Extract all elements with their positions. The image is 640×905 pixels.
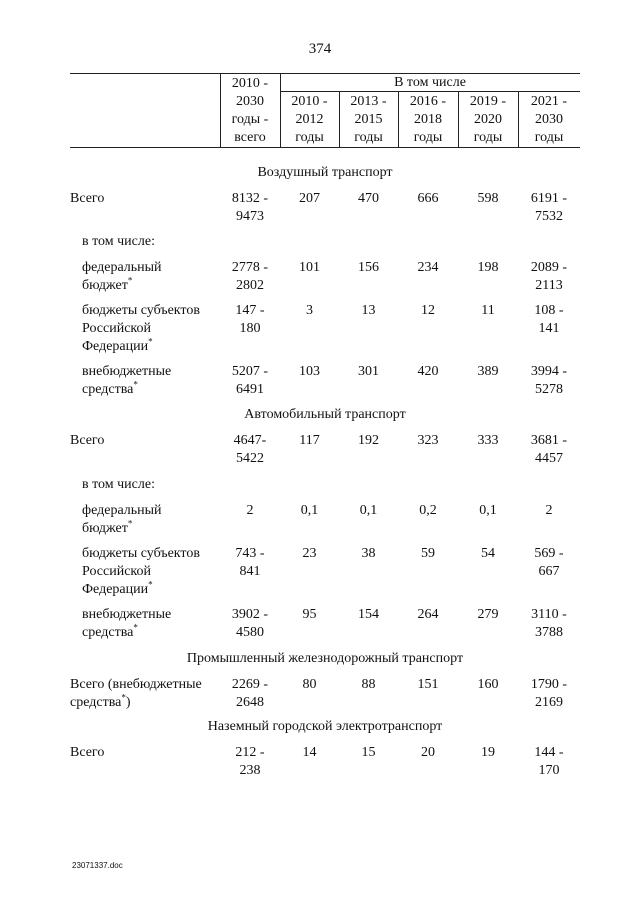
cell-value: 101: [299, 260, 320, 275]
cell-value: 95: [302, 607, 317, 622]
row-label: Всего: [70, 191, 105, 206]
header-period: 2021 - 2030 годы: [530, 94, 568, 145]
cell-total: 8132 - 9473: [231, 191, 269, 224]
cell-total: 2: [246, 503, 254, 518]
footnote-asterisk: *: [127, 275, 133, 286]
cell-value: 103: [299, 364, 320, 379]
footnote-asterisk: *: [127, 518, 133, 529]
cell-value: 470: [358, 191, 379, 206]
cell-value: 666: [417, 191, 439, 206]
header-group-title: В том числе: [394, 75, 466, 90]
cell-value: 598: [477, 191, 499, 206]
row-label: бюджеты субъектов Российской Федерации*: [82, 546, 200, 597]
cell-total: 4647- 5422: [233, 433, 267, 466]
cell-value: 144 - 170: [534, 745, 564, 778]
cell-value: 156: [358, 260, 379, 275]
footnote-asterisk: *: [148, 336, 153, 347]
section-title: Автомобильный транспорт: [244, 407, 406, 422]
cell-total: 5207 - 6491: [231, 364, 269, 397]
footnote-asterisk: *: [133, 622, 138, 633]
row-label: в том числе:: [82, 234, 155, 249]
cell-value: 88: [361, 677, 376, 692]
cell-total: 212 - 238: [235, 745, 265, 778]
cell-value: 0,1: [479, 503, 497, 518]
document-id: 23071337.doc: [72, 861, 123, 870]
cell-value: 323: [417, 433, 439, 448]
cell-value: 301: [358, 364, 379, 379]
footnote-asterisk: *: [148, 579, 153, 590]
section-title: Наземный городской электротранспорт: [207, 719, 443, 734]
cell-value: 80: [302, 677, 317, 692]
cell-value: 59: [421, 546, 435, 561]
row-label: внебюджетные средства*: [82, 364, 172, 397]
cell-value: 151: [417, 677, 439, 692]
cell-value: 15: [361, 745, 376, 760]
cell-value: 3681 - 4457: [530, 433, 568, 466]
cell-value: 6191 - 7532: [530, 191, 568, 224]
cell-value: 14: [302, 745, 317, 760]
cell-value: 2089 - 2113: [530, 260, 568, 293]
header-period: 2010 - 2012 годы: [291, 94, 328, 145]
cell-total: 2778 - 2802: [231, 260, 269, 293]
cell-value: 108 - 141: [534, 303, 564, 336]
cell-value: 38: [361, 546, 376, 561]
cell-value: 19: [481, 745, 495, 760]
cell-value: 2: [545, 503, 553, 518]
page-number: 374: [308, 41, 332, 57]
cell-value: 20: [421, 745, 435, 760]
cell-value: 1790 - 2169: [530, 677, 568, 710]
header-total-period: 2010 - 2030 годы - всего: [231, 76, 269, 145]
row-label: Всего: [70, 745, 105, 760]
row-label: бюджеты субъектов Российской Федерации*: [82, 303, 200, 354]
cell-value: 23: [302, 546, 317, 561]
cell-value: 0,1: [359, 503, 378, 518]
cell-value: 0,2: [419, 503, 437, 518]
row-label: федеральный бюджет*: [82, 260, 162, 293]
cell-value: 12: [421, 303, 435, 318]
row-label: Всего (внебюджетные средства*): [70, 677, 202, 710]
cell-value: 389: [477, 364, 499, 379]
section-title: Воздушный транспорт: [257, 165, 393, 180]
row-label: в том числе:: [82, 477, 155, 492]
cell-value: 569 - 667: [534, 546, 564, 579]
cell-total: 2269 - 2648: [231, 677, 269, 710]
cell-value: 207: [299, 191, 320, 206]
header-period: 2019 - 2020 годы: [469, 94, 507, 145]
cell-value: 11: [481, 303, 495, 318]
header-period: 2016 - 2018 годы: [409, 94, 447, 145]
cell-value: 234: [417, 260, 439, 275]
footnote-asterisk: *: [133, 379, 138, 390]
cell-total: 3902 - 4580: [231, 607, 269, 640]
footnote-asterisk: *: [121, 692, 126, 703]
row-label: внебюджетные средства*: [82, 607, 172, 640]
cell-value: 192: [358, 433, 379, 448]
cell-value: 3994 - 5278: [530, 364, 568, 397]
cell-value: 3: [306, 303, 313, 318]
header-bottom-rule: [70, 147, 580, 148]
cell-value: 160: [477, 677, 499, 692]
cell-value: 13: [361, 303, 376, 318]
cell-value: 154: [358, 607, 379, 622]
cell-value: 54: [481, 546, 495, 561]
section-title: Промышленный железнодорожный транспорт: [186, 651, 464, 666]
cell-value: 279: [477, 607, 499, 622]
cell-value: 198: [477, 260, 499, 275]
header-period: 2013 - 2015 годы: [350, 94, 387, 145]
cell-value: 333: [477, 433, 499, 448]
cell-value: 264: [417, 607, 439, 622]
cell-total: 743 - 841: [235, 546, 265, 579]
cell-total: 147 - 180: [235, 303, 265, 336]
cell-value: 420: [417, 364, 439, 379]
cell-value: 3110 - 3788: [531, 607, 567, 640]
cell-value: 0,1: [300, 503, 319, 518]
cell-value: 117: [299, 433, 320, 448]
row-label: Всего: [70, 433, 105, 448]
row-label: федеральный бюджет*: [82, 503, 162, 536]
